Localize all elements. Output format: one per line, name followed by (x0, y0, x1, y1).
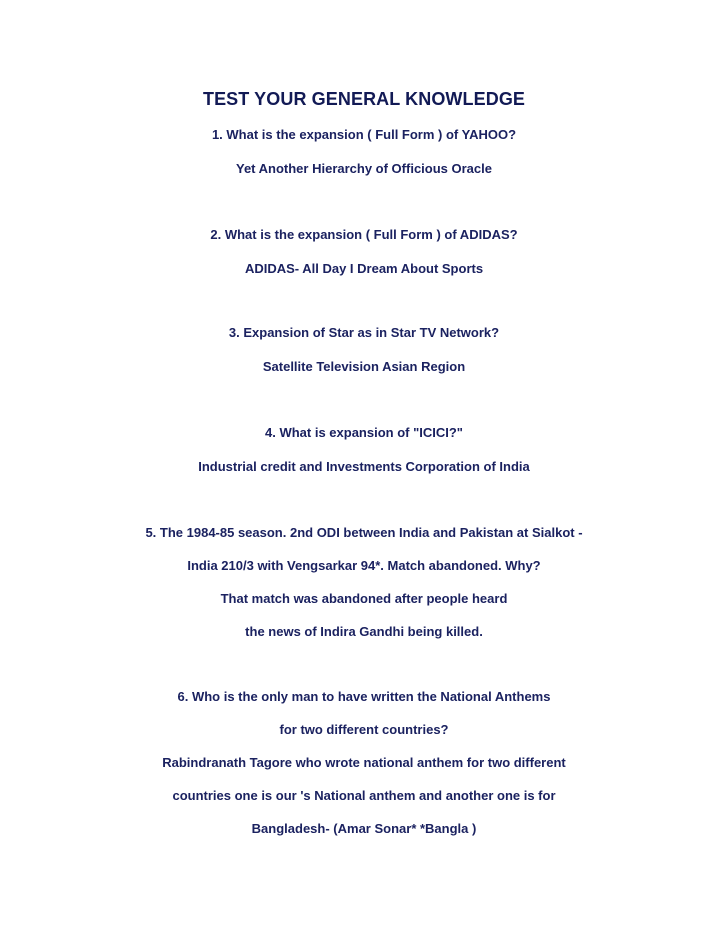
question-6-line-2: for two different countries? (279, 722, 449, 737)
question-6-line-1: 6. Who is the only man to have written the National Anthems (177, 689, 551, 704)
page-title: TEST YOUR GENERAL KNOWLEDGE (202, 89, 526, 109)
question-2-text: 2. What is the expansion ( Full Form ) of ADIDAS? (210, 227, 518, 242)
answer-5-line-1: That match was abandoned after people heard (220, 591, 508, 606)
question-4-text: 4. What is expansion of "ICICI?" (265, 425, 463, 440)
answer-3-text: Satellite Television Asian Region (262, 359, 466, 374)
answer-2-text: ADIDAS- All Day I Dream About Sports (244, 261, 484, 276)
question-5-line-1: 5. The 1984-85 season. 2nd ODI between India and Pakistan at Sialkot - (145, 525, 583, 540)
question-3-text: 3. Expansion of Star as in Star TV Network? (228, 325, 500, 340)
question-5-line-2: India 210/3 with Vengsarkar 94*. Match abandoned. Why? (187, 558, 541, 573)
answer-1-text: Yet Another Hierarchy of Officious Oracle (236, 161, 492, 176)
answer-4-text: Industrial credit and Investments Corporation of India (198, 459, 530, 474)
answer-6-line-2: countries one is our 's National anthem and another one is for (172, 788, 556, 803)
question-1-text: 1. What is the expansion ( Full Form ) of YAHOO? (211, 127, 517, 142)
answer-6-line-1: Rabindranath Tagore who wrote national anthem for two different (162, 755, 566, 770)
answer-5-line-2: the news of Indira Gandhi being killed. (245, 624, 483, 639)
answer-6-line-3: Bangladesh- (Amar Sonar* *Bangla ) (251, 821, 477, 836)
